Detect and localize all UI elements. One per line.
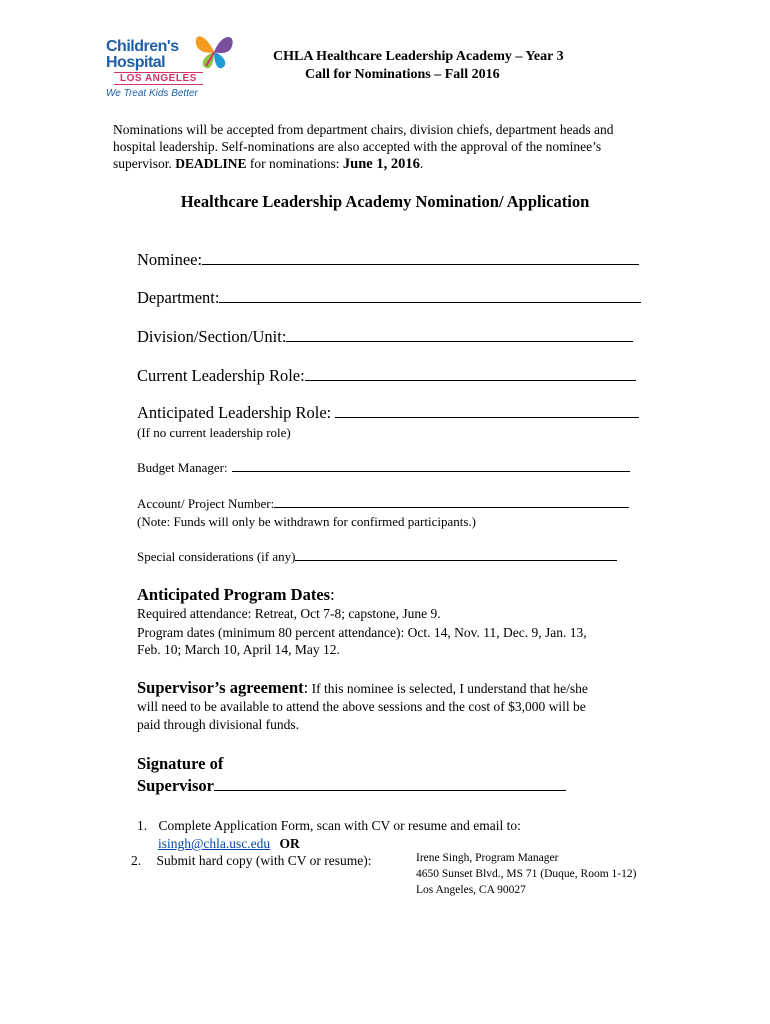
supervisor-agreement-text2: will need to be available to attend the above sessions and the cost of $3,000 will be: [137, 699, 586, 714]
program-dates-colon: :: [330, 585, 335, 604]
current-role-label: Current Leadership Role:: [137, 366, 305, 385]
current-role-input-line[interactable]: [305, 366, 636, 381]
nominee-field: [137, 250, 639, 270]
supervisor-agreement-text1: If this nominee is selected, I understand that he/she: [308, 681, 588, 696]
intro-text-c: .: [419, 156, 424, 171]
address-line1: Irene Singh, Program Manager: [416, 852, 559, 864]
header-line1: CHLA Healthcare Leadership Academy – Year 3: [273, 49, 564, 64]
program-dates-line2: Program dates (minimum 80 percent attendance): Oct. 14, Nov. 11, Dec. 9, Jan. 13,: [137, 625, 587, 640]
division-label: Division/Section/Unit:: [137, 327, 287, 346]
anticipated-role-input-line[interactable]: [335, 403, 639, 418]
budget-manager-field: [137, 460, 630, 476]
signature-label-line2: Supervisor: [137, 776, 215, 795]
logo-text-line1: Children's: [106, 38, 179, 55]
form-title: Healthcare Leadership Academy Nomination/ Application: [180, 192, 590, 211]
account-note: (Note: Funds will only be withdrawn for confirmed participants.): [137, 514, 477, 529]
deadline-date: June 1, 2016: [342, 156, 420, 172]
program-dates-title: Anticipated Program Dates: [137, 585, 331, 604]
supervisor-agreement-text3: paid through divisional funds.: [137, 717, 299, 732]
deadline-label: DEADLINE: [175, 156, 247, 171]
department-input-line[interactable]: [219, 288, 641, 303]
department-label: Department:: [137, 288, 220, 307]
email-line: [158, 835, 300, 852]
intro-text-b: for nominations:: [246, 156, 343, 171]
intro-text-a: Nominations will be accepted from department chairs, division chiefs, department heads and hospital leadership. Self-nominations are also accepted with the approval of the nominee’s supervisor.: [113, 122, 614, 171]
logo-text-line2: Hospital: [106, 54, 166, 71]
logo-tagline: We Treat Kids Better: [106, 88, 198, 99]
account-number-field: [137, 496, 629, 512]
budget-manager-input-line[interactable]: [232, 460, 630, 472]
supervisor-agreement-heading: Supervisor’s agreement: [137, 678, 304, 697]
account-number-label: Account/ Project Number:: [137, 496, 275, 511]
logo-text-line3: LOS ANGELES: [114, 72, 203, 85]
supervisor-agreement-colon: :: [303, 678, 309, 697]
instruction-2-number: 2.: [131, 853, 142, 868]
current-role-field: [137, 366, 636, 386]
instruction-1-text: Complete Application Form, scan with CV or resume and email to:: [158, 818, 521, 833]
account-number-input-line[interactable]: [274, 496, 629, 508]
budget-manager-label: Budget Manager:: [137, 460, 228, 475]
division-field: [137, 327, 633, 347]
instruction-1-number: 1.: [137, 818, 148, 833]
program-dates-line1: Required attendance: Retreat, Oct 7-8; capstone, June 9.: [137, 606, 441, 621]
chla-logo: [100, 28, 240, 104]
supervisor-agreement: [137, 678, 588, 698]
nominee-label: Nominee:: [137, 250, 203, 269]
mailing-address: [416, 850, 636, 898]
department-field: [137, 288, 641, 308]
instruction-2-text: Submit hard copy (with CV or resume):: [156, 853, 372, 868]
signature-input-line[interactable]: [214, 776, 566, 791]
anticipated-role-note: (If no current leadership role): [137, 425, 291, 440]
email-link[interactable]: isingh@chla.usc.edu: [158, 836, 271, 851]
signature-field: [137, 776, 566, 796]
anticipated-role-field: [137, 403, 639, 423]
address-line2: 4650 Sunset Blvd., MS 71 (Duque, Room 1-12): [416, 868, 637, 880]
program-dates-line3: Feb. 10; March 10, April 14, May 12.: [137, 642, 340, 657]
or-label: OR: [279, 836, 300, 851]
nominee-input-line[interactable]: [202, 250, 639, 265]
signature-label-line1: Signature of: [137, 754, 224, 773]
special-considerations-label: Special considerations (if any): [137, 549, 296, 564]
butterfly-logo-icon: [192, 30, 236, 72]
instruction-item-2: [131, 852, 371, 869]
special-considerations-field: [137, 549, 617, 565]
instruction-item-1: [137, 817, 521, 834]
program-dates-heading: [137, 585, 335, 605]
intro-paragraph: [113, 121, 658, 173]
address-line3: Los Angeles, CA 90027: [416, 884, 526, 896]
division-input-line[interactable]: [286, 327, 633, 342]
header-line2: Call for Nominations – Fall 2016: [305, 67, 500, 82]
anticipated-role-label: Anticipated Leadership Role:: [137, 403, 332, 422]
special-considerations-input-line[interactable]: [295, 549, 617, 561]
